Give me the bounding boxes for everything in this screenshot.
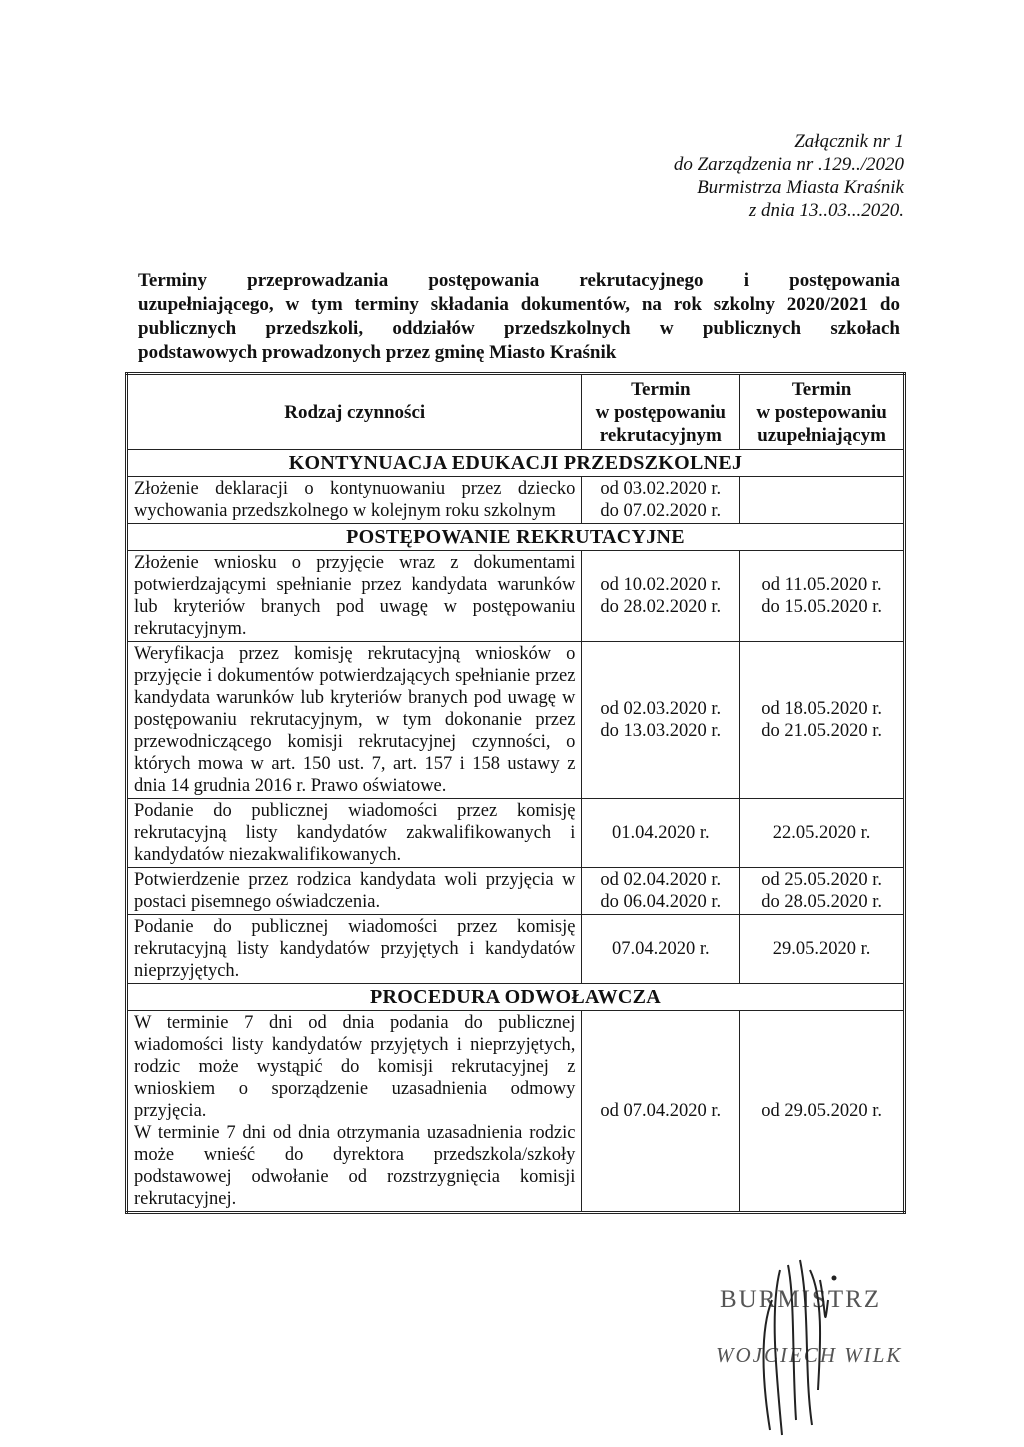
table-row	[127, 799, 905, 868]
header-supplementary-line: w postepowaniu	[756, 401, 887, 423]
activity-paragraph: W terminie 7 dni od dnia otrzymania uzasadnienia rodzic może wnieść do dyrektora przedszkola/szkoły podstawowej odwołanie od rozstrzygnięcia komisji rekrutacyjnej.	[134, 1123, 576, 1209]
activity-cell: Złożenie deklaracji o kontynuowaniu przez dziecko wychowania przedszkolnego w kolejnym roku szkolnym	[127, 477, 582, 524]
heading-line-1: Terminy przeprowadzania postępowania rekrutacyjnego i postępowania	[138, 270, 900, 291]
heading-line-3: publicznych przedszkoli, oddziałów przedszkolnych w publicznych szkołach	[138, 318, 900, 339]
date-line: do 15.05.2020 r.	[761, 597, 882, 617]
date-line: 01.04.2020 r.	[611, 823, 710, 843]
header-recruitment-term	[582, 374, 740, 450]
date-line: od 29.05.2020 r.	[761, 1101, 882, 1121]
heading-line-4: podstawowych prowadzonych przez gminę Miasto Kraśnik	[138, 342, 617, 363]
date-line: od 02.03.2020 r.	[600, 699, 722, 719]
recruitment-date-cell	[582, 551, 740, 642]
table-row	[127, 1011, 905, 1213]
supplementary-date-cell	[740, 551, 905, 642]
date-line: 07.04.2020 r.	[611, 939, 710, 959]
activity-cell: Złożenie wniosku o przyjęcie wraz z dokumentami potwierdzającymi spełnianie przez kandydata warunków lub kryteriów branych pod uwagę w postępowaniu rekrutacyjnym.	[127, 551, 582, 642]
annex-issuer: Burmistrza Miasta Kraśnik	[697, 177, 904, 198]
date-line: do 13.03.2020 r.	[600, 721, 722, 741]
supplementary-date-cell	[740, 642, 905, 799]
table-row	[127, 551, 905, 642]
activity-cell: Weryfikacja przez komisję rekrutacyjną wniosków o przyjęcie i dokumentów potwierdzających spełnianie przez kandydata warunków lub kryteriów branych pod uwagę w postępowaniu rekrutacyjnym, w tym dokonanie przez przewodniczącego komisji rekrutacyjnej czynności, o których mowa w art. 150 ust. 7, art. 157 i 158 ustawy z dnia 14 grudnia 2016 r. Prawo oświatowe.	[127, 642, 582, 799]
section-row	[127, 984, 905, 1011]
header-recruitment-line: w postępowaniu	[595, 401, 727, 423]
supplementary-date-cell	[740, 868, 905, 915]
header-supplementary-term	[740, 374, 905, 450]
section-row	[127, 450, 905, 477]
date-line: do 07.02.2020 r.	[600, 501, 722, 521]
annex-ordinance: do Zarządzenia nr .129../2020	[673, 154, 904, 175]
recruitment-date-cell	[582, 799, 740, 868]
header-supplementary-line: uzupełniającym	[757, 424, 886, 446]
date-line: od 11.05.2020 r.	[761, 575, 882, 595]
table-row	[127, 477, 905, 524]
section-row	[127, 524, 905, 551]
recruitment-date-cell	[582, 915, 740, 984]
date-line: do 28.02.2020 r.	[600, 597, 722, 617]
supplementary-date-cell	[740, 1011, 905, 1213]
mayor-stamp-signature	[700, 1240, 930, 1440]
table-header-row	[127, 374, 905, 450]
supplementary-date-cell	[740, 477, 905, 524]
date-line: do 28.05.2020 r.	[761, 892, 882, 912]
header-activity: Rodzaj czynności	[127, 374, 582, 450]
activity-paragraph: W terminie 7 dni od dnia podania do publicznej wiadomości listy kandydatów przyjętych i nieprzyjętych, rodzic może wystąpić do komisji rekrutacyjnej z wnioskiem o sporządzenie uzasadnienia odmowy przyjęcia.	[134, 1013, 576, 1121]
supplementary-date-cell	[740, 915, 905, 984]
date-line: od 03.02.2020 r.	[600, 479, 722, 499]
activity-cell: Podanie do publicznej wiadomości przez komisję rekrutacyjną listy kandydatów zakwalifikowanych i kandydatów niezakwalifikowanych.	[127, 799, 582, 868]
date-line: od 02.04.2020 r.	[600, 870, 722, 890]
recruitment-date-cell	[582, 477, 740, 524]
annex-reference	[544, 130, 904, 222]
supplementary-date-cell	[740, 799, 905, 868]
activity-cell: Potwierdzenie przez rodzica kandydata woli przyjęcia w postaci pisemnego oświadczenia.	[127, 868, 582, 915]
stamp-title: BURMISTRZ	[720, 1286, 882, 1313]
table-row	[127, 915, 905, 984]
section-title: PROCEDURA ODWOŁAWCZA	[127, 984, 905, 1011]
signature-graphic	[700, 1240, 930, 1440]
header-supplementary-line: Termin	[791, 378, 852, 400]
stamp-name: WOJCIECH WILK	[716, 1343, 903, 1367]
date-line: od 07.04.2020 r.	[600, 1101, 722, 1121]
section-title: POSTĘPOWANIE REKRUTACYJNE	[127, 524, 905, 551]
heading-line-2: uzupełniającego, w tym terminy składania dokumentów, na rok szkolny 2020/2021 do	[138, 294, 900, 315]
header-recruitment-line: rekrutacyjnym	[599, 424, 722, 446]
date-line: 29.05.2020 r.	[772, 939, 871, 959]
header-recruitment-line: Termin	[631, 378, 691, 400]
table-row	[127, 868, 905, 915]
date-line: od 18.05.2020 r.	[761, 699, 882, 719]
section-title: KONTYNUACJA EDUKACJI PRZEDSZKOLNEJ	[127, 450, 905, 477]
recruitment-date-cell	[582, 642, 740, 799]
annex-date: z dnia 13..03...2020.	[748, 200, 904, 221]
annex-number: Załącznik nr 1	[794, 131, 904, 152]
table-row	[127, 642, 905, 799]
document-heading	[138, 269, 900, 365]
recruitment-date-cell	[582, 1011, 740, 1213]
date-line: od 25.05.2020 r.	[761, 870, 882, 890]
activity-cell	[127, 1011, 582, 1213]
date-line: 22.05.2020 r.	[772, 823, 871, 843]
date-line: do 06.04.2020 r.	[600, 892, 722, 912]
date-line: od 10.02.2020 r.	[600, 575, 722, 595]
date-line: do 21.05.2020 r.	[761, 721, 882, 741]
schedule-table	[125, 372, 906, 1214]
recruitment-date-cell	[582, 868, 740, 915]
activity-cell: Podanie do publicznej wiadomości przez komisję rekrutacyjną listy kandydatów przyjętych i kandydatów nieprzyjętych.	[127, 915, 582, 984]
